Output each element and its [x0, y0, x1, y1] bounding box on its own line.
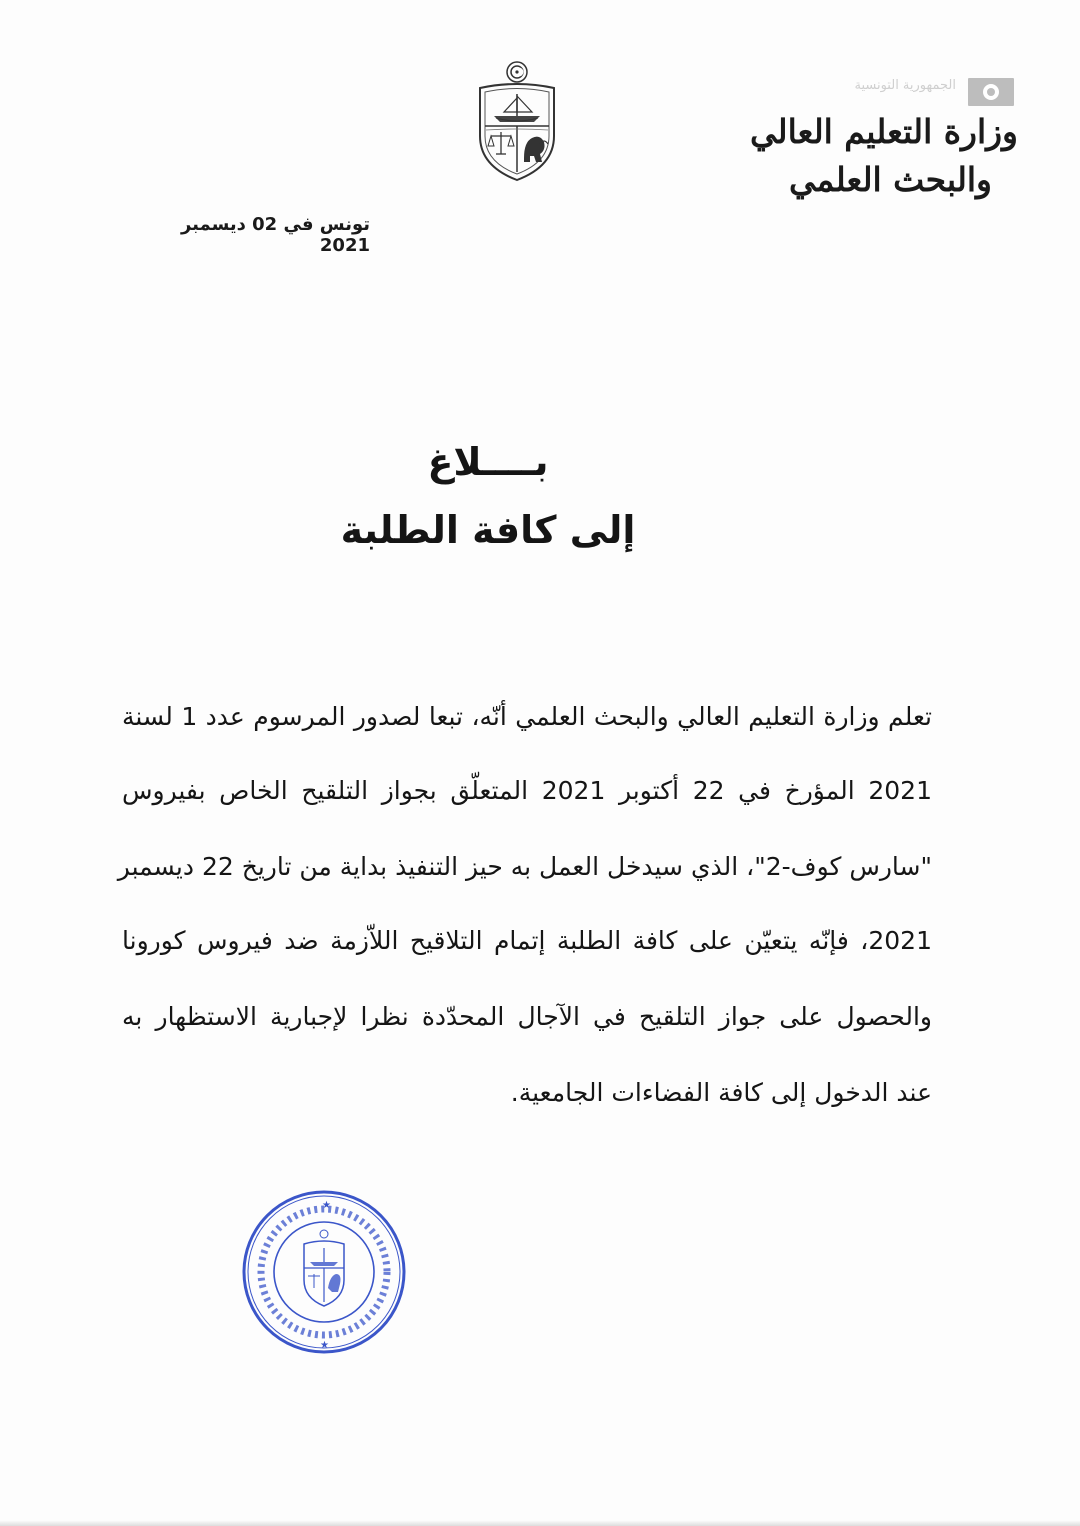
tunisia-coat-of-arms-icon	[474, 58, 560, 186]
svg-text:★: ★	[320, 1340, 329, 1351]
document-subtitle: إلى كافة الطلبة	[340, 508, 636, 552]
body-line-1: تعلم وزارة التعليم العالي والبحث العلمي أنّه، تبعا لصدور المرسوم عدد 1 لسنة	[122, 702, 932, 731]
body-line-2: 2021 المؤرخ في 22 أكتوبر 2021 المتعلّق بجواز التلقيح الخاص بفيروس	[122, 776, 932, 805]
document-title: بــــلاغ	[427, 440, 549, 484]
republic-label: الجمهورية التونسية	[854, 78, 956, 93]
ministry-stamp-icon	[240, 1188, 408, 1356]
tunisia-flag-icon	[968, 78, 1014, 106]
body-line-5: والحصول على جواز التلقيح في الآجال المحدّدة نظرا لإجبارية الاستظهار به	[122, 1002, 932, 1031]
ministry-letterhead	[718, 68, 1018, 208]
body-line-3: "سارس كوف-2"، الذي سيدخل العمل به حيز التنفيذ بداية من تاريخ 22 ديسمبر	[117, 852, 932, 881]
document-date: تونس في 02 ديسمبر 2021	[180, 214, 370, 256]
body-line-6: عند الدخول إلى كافة الفضاءات الجامعية.	[510, 1078, 932, 1107]
flag-row	[718, 74, 1018, 108]
ministry-name-line1: وزارة التعليم العالي	[750, 112, 1018, 151]
scan-edge	[0, 1520, 1080, 1526]
ministry-name-line2: والبحث العلمي	[789, 160, 992, 199]
body-line-4: 2021، فإنّه يتعيّن على كافة الطلبة إتمام التلاقيح اللاّزمة ضد فيروس كورونا	[122, 926, 932, 955]
svg-text:★: ★	[322, 1200, 331, 1211]
